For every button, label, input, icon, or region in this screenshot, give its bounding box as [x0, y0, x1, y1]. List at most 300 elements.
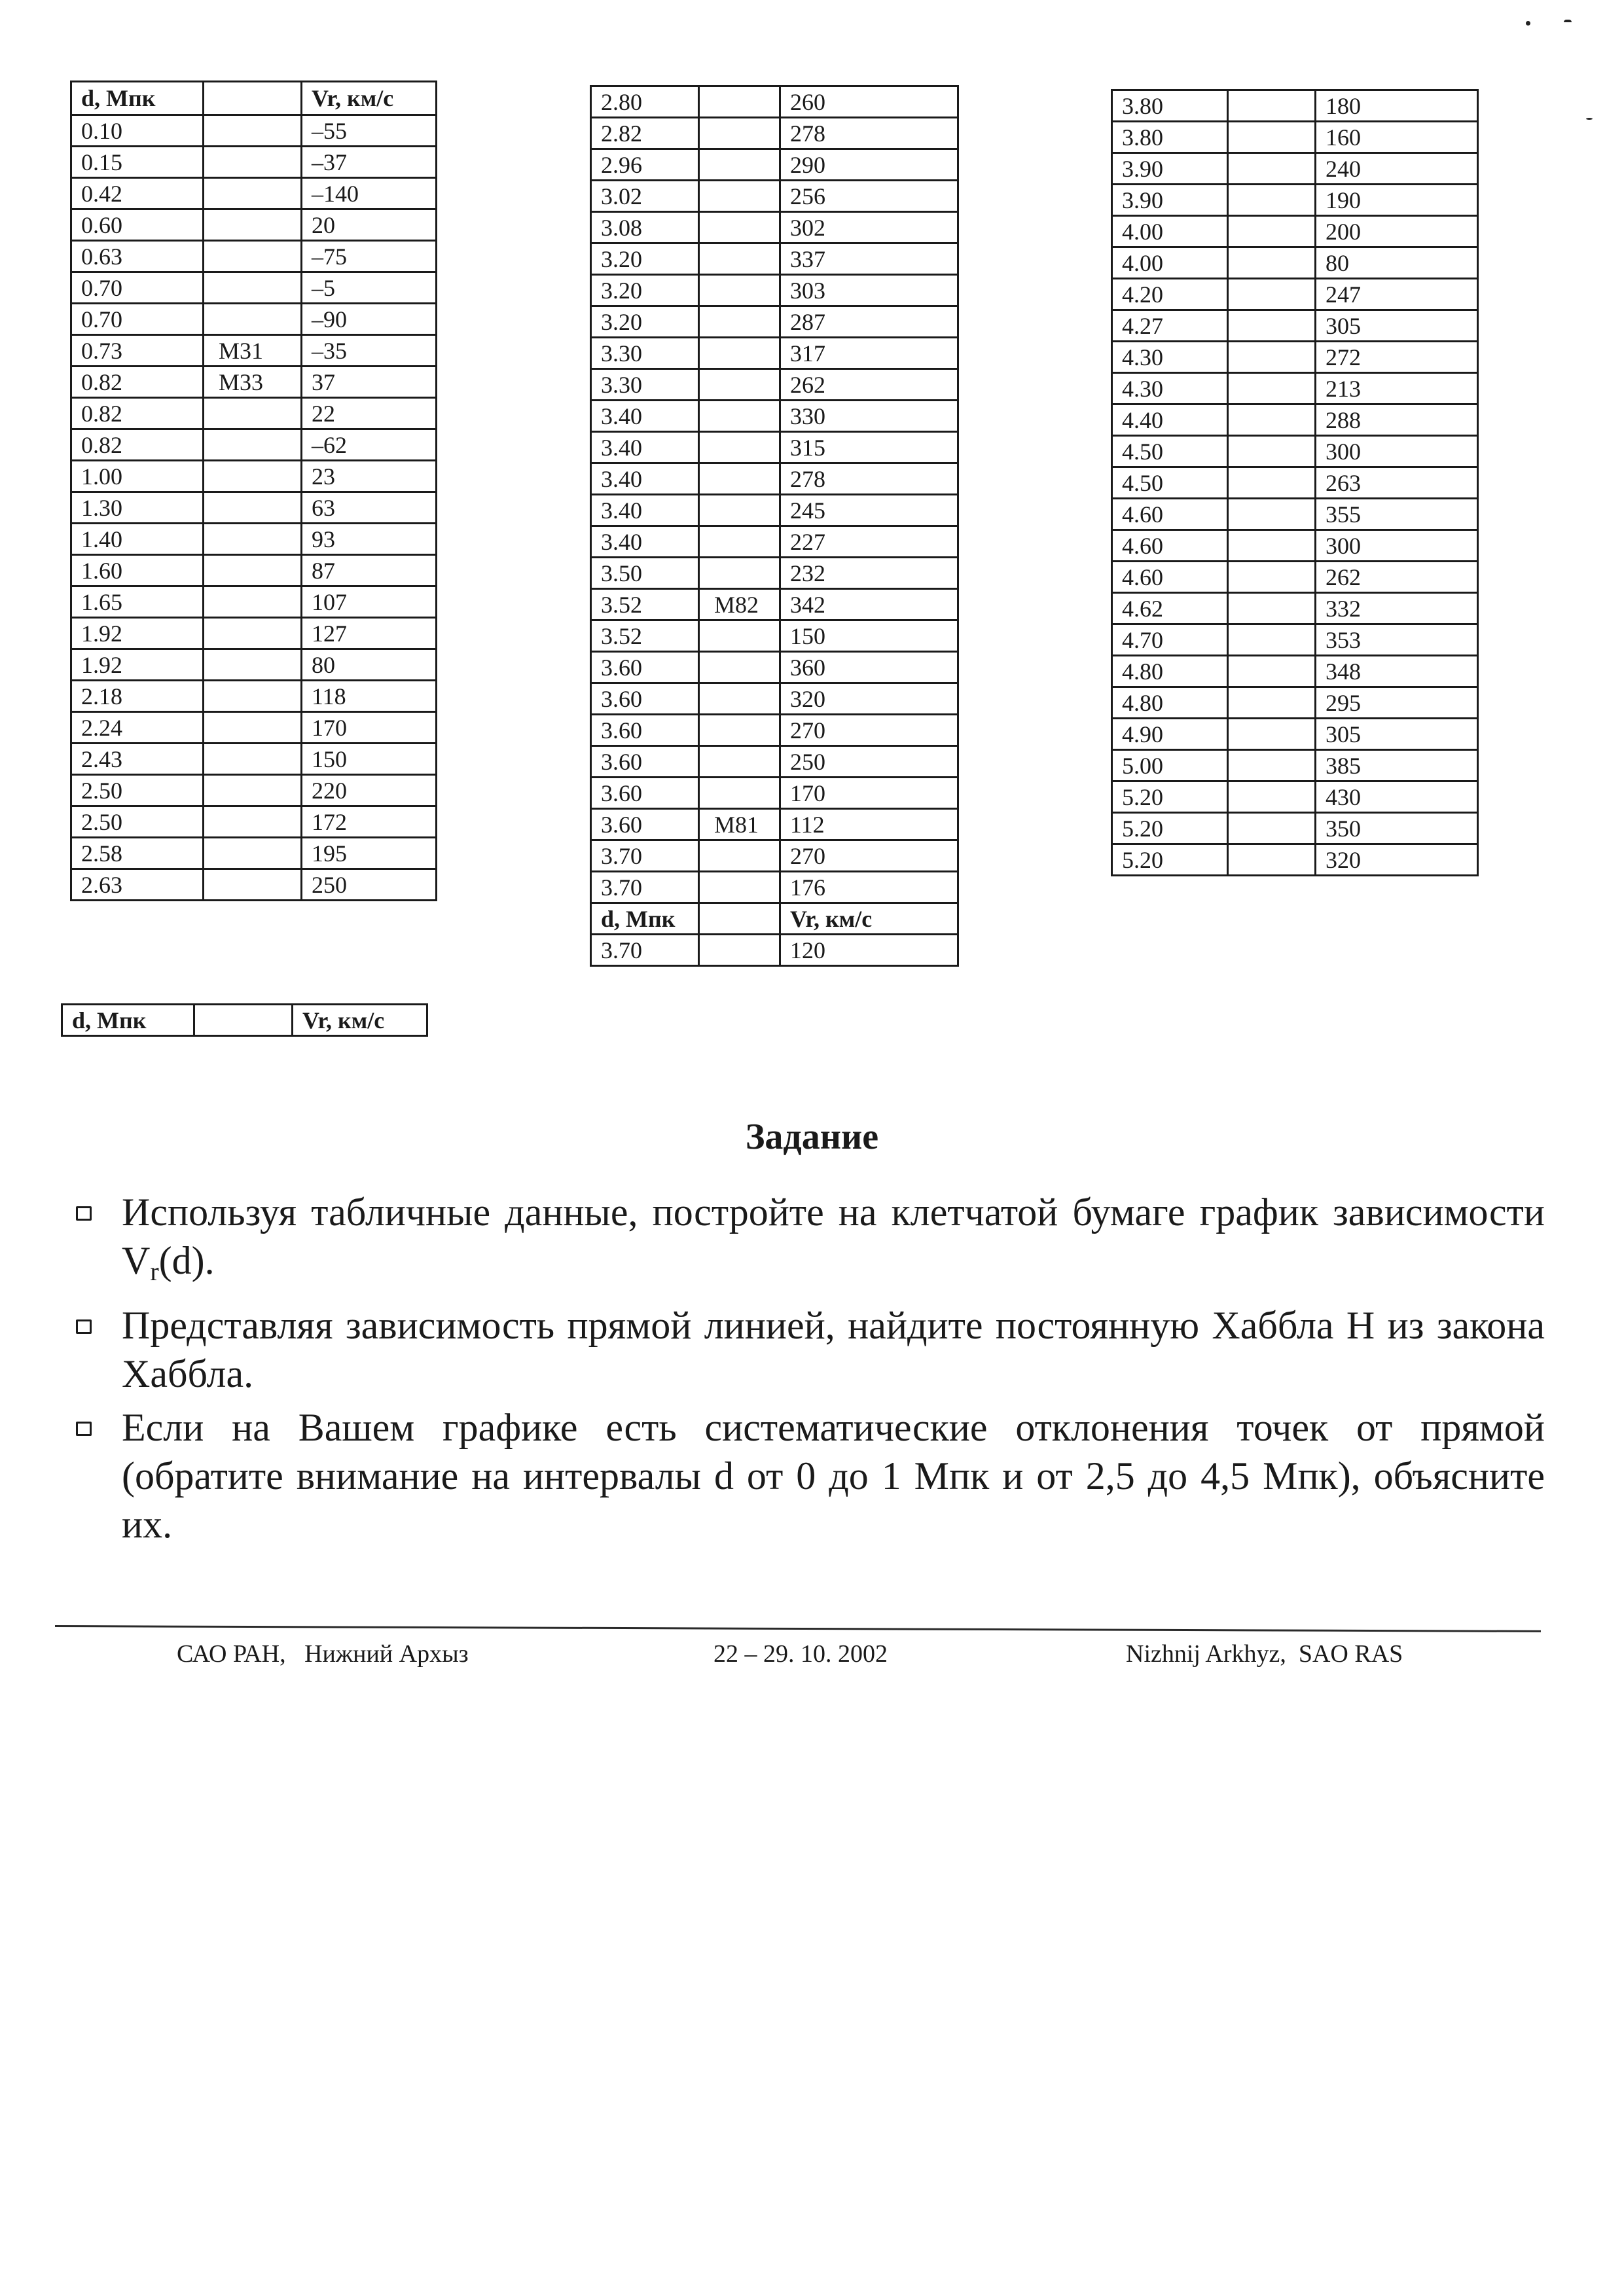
table-row [71, 744, 437, 775]
cell-velocity: 118 [302, 681, 437, 712]
cell-object-name [699, 212, 780, 243]
cell-velocity: Vr, км/с [780, 903, 958, 935]
cell-object-name [1228, 624, 1316, 656]
cell-object-name [699, 903, 780, 935]
cell-object-name: M82 [699, 589, 780, 620]
table-row [71, 367, 437, 398]
task-text: Если на Вашем графике есть систематические отклонения точек от прямой (обратите внимание на интервалы d от 0 до 1 Мпк и от 2,5 до 4,5 Мпк), объясните их. [122, 1406, 1545, 1546]
cell-distance: 3.60 [591, 652, 699, 683]
cell-distance: 1.30 [71, 492, 204, 524]
cell-object-name [1228, 185, 1316, 216]
table-row [591, 778, 958, 809]
cell-velocity: 256 [780, 181, 958, 212]
cell-distance: 3.40 [591, 401, 699, 432]
cell-object-name [1228, 279, 1316, 310]
cell-distance: 3.90 [1112, 153, 1228, 185]
cell-velocity: 107 [302, 586, 437, 618]
table-row [591, 401, 958, 432]
cell-distance: 5.20 [1112, 844, 1228, 876]
cell-distance: 3.50 [591, 558, 699, 589]
cell-velocity: 213 [1316, 373, 1478, 404]
cell-velocity: 150 [302, 744, 437, 775]
cell-object-name [204, 744, 302, 775]
table-row [71, 492, 437, 524]
table-row [1112, 467, 1478, 499]
table-row [1112, 813, 1478, 844]
table-row [1112, 373, 1478, 404]
cell-object-name [204, 178, 302, 209]
cell-object-name [699, 306, 780, 338]
cell-velocity: 80 [1316, 247, 1478, 279]
data-table-right [1111, 89, 1479, 876]
cell-velocity: 220 [302, 775, 437, 806]
table-row [1112, 436, 1478, 467]
cell-distance: 2.63 [71, 869, 204, 901]
cell-velocity: 80 [302, 649, 437, 681]
cell-distance: 1.92 [71, 618, 204, 649]
cell-velocity: 250 [302, 869, 437, 901]
cell-velocity: 23 [302, 461, 437, 492]
cell-distance: 2.43 [71, 744, 204, 775]
cell-distance: 3.60 [591, 746, 699, 778]
cell-object-name [204, 712, 302, 744]
table-row [591, 181, 958, 212]
header-object [194, 1005, 293, 1036]
cell-velocity: 262 [780, 369, 958, 401]
cell-object-name [1228, 499, 1316, 530]
cell-distance: 5.20 [1112, 813, 1228, 844]
cell-velocity: 176 [780, 872, 958, 903]
table-row [1112, 656, 1478, 687]
cell-distance: 4.00 [1112, 216, 1228, 247]
table-row [71, 681, 437, 712]
cell-velocity: 160 [1316, 122, 1478, 153]
table-row [591, 86, 958, 118]
cell-object-name [204, 492, 302, 524]
cell-velocity: 303 [780, 275, 958, 306]
table-row [1112, 530, 1478, 562]
cell-velocity: 355 [1316, 499, 1478, 530]
table-row [71, 209, 437, 241]
cell-distance: 3.90 [1112, 185, 1228, 216]
table-row [591, 149, 958, 181]
table-header-row [71, 82, 437, 115]
cell-velocity: 315 [780, 432, 958, 463]
table-row [1112, 750, 1478, 781]
cell-distance: d, Мпк [591, 903, 699, 935]
data-table-left-footer-header [61, 1003, 428, 1037]
cell-object-name [699, 872, 780, 903]
cell-object-name [699, 338, 780, 369]
table-row [591, 212, 958, 243]
cell-distance: 3.08 [591, 212, 699, 243]
cell-velocity: 232 [780, 558, 958, 589]
table-row [591, 935, 958, 966]
table-row [1112, 216, 1478, 247]
cell-object-name [1228, 216, 1316, 247]
cell-object-name [699, 432, 780, 463]
cell-velocity: 20 [302, 209, 437, 241]
table-row [591, 306, 958, 338]
cell-velocity: 320 [780, 683, 958, 715]
table-row [71, 398, 437, 429]
cell-object-name [204, 461, 302, 492]
cell-object-name [204, 398, 302, 429]
cell-distance: 1.65 [71, 586, 204, 618]
table-row [1112, 687, 1478, 719]
cell-distance: 4.80 [1112, 687, 1228, 719]
cell-object-name [204, 115, 302, 147]
cell-distance: 0.82 [71, 367, 204, 398]
cell-velocity: 260 [780, 86, 958, 118]
table-row [71, 241, 437, 272]
cell-distance: 1.00 [71, 461, 204, 492]
cell-velocity: 63 [302, 492, 437, 524]
cell-object-name [1228, 404, 1316, 436]
cell-distance: 4.40 [1112, 404, 1228, 436]
cell-velocity: 112 [780, 809, 958, 840]
table-row [71, 555, 437, 586]
cell-distance: 3.40 [591, 495, 699, 526]
cell-distance: 2.18 [71, 681, 204, 712]
cell-velocity: –55 [302, 115, 437, 147]
cell-distance: 3.60 [591, 683, 699, 715]
table-row [591, 338, 958, 369]
cell-object-name [204, 555, 302, 586]
cell-distance: 3.40 [591, 526, 699, 558]
table-row [71, 524, 437, 555]
cell-object-name [1228, 530, 1316, 562]
cell-object-name [1228, 373, 1316, 404]
footer-institution: САО РАН, Нижний Архыз [177, 1640, 469, 1668]
cell-distance: 4.50 [1112, 467, 1228, 499]
cell-distance: 4.00 [1112, 247, 1228, 279]
task-text-suffix: (d). [158, 1239, 215, 1282]
table-row [1112, 90, 1478, 122]
table-row [1112, 279, 1478, 310]
table-row [71, 618, 437, 649]
cell-distance: 4.30 [1112, 373, 1228, 404]
table-row [1112, 247, 1478, 279]
cell-distance: 4.60 [1112, 530, 1228, 562]
table-row [591, 840, 958, 872]
cell-object-name [204, 869, 302, 901]
cell-velocity: 353 [1316, 624, 1478, 656]
table-row [71, 178, 437, 209]
table-row [71, 272, 437, 304]
cell-velocity: 360 [780, 652, 958, 683]
cell-distance: 3.70 [591, 840, 699, 872]
cell-velocity: 172 [302, 806, 437, 838]
cell-distance: 4.80 [1112, 656, 1228, 687]
cell-distance: 4.50 [1112, 436, 1228, 467]
table-row [591, 275, 958, 306]
cell-distance: 0.70 [71, 304, 204, 335]
cell-object-name [1228, 562, 1316, 593]
table-row [591, 369, 958, 401]
cell-distance: 3.60 [591, 715, 699, 746]
cell-object-name [1228, 844, 1316, 876]
table-row [1112, 624, 1478, 656]
cell-distance: 2.50 [71, 806, 204, 838]
cell-distance: 3.60 [591, 809, 699, 840]
scan-speck [1564, 20, 1572, 22]
cell-object-name [204, 147, 302, 178]
cell-velocity: 317 [780, 338, 958, 369]
table-row [591, 683, 958, 715]
cell-velocity: –90 [302, 304, 437, 335]
cell-distance: 3.52 [591, 620, 699, 652]
cell-object-name [1228, 750, 1316, 781]
cell-velocity: 93 [302, 524, 437, 555]
table-body [1112, 90, 1478, 876]
cell-distance: 3.40 [591, 463, 699, 495]
cell-velocity: –37 [302, 147, 437, 178]
cell-velocity: 278 [780, 463, 958, 495]
cell-object-name [699, 620, 780, 652]
cell-object-name [1228, 310, 1316, 342]
cell-object-name [699, 935, 780, 966]
table-header-row [591, 903, 958, 935]
table-row [1112, 844, 1478, 876]
cell-object-name [699, 243, 780, 275]
cell-velocity: 430 [1316, 781, 1478, 813]
cell-distance: 2.58 [71, 838, 204, 869]
task-list [72, 1188, 1545, 1554]
table-row [71, 429, 437, 461]
cell-object-name [1228, 342, 1316, 373]
table-row [1112, 310, 1478, 342]
task-title: Задание [745, 1117, 879, 1157]
cell-velocity: 342 [780, 589, 958, 620]
cell-object-name [204, 524, 302, 555]
table-row [71, 649, 437, 681]
table-row [71, 712, 437, 744]
cell-distance: 0.60 [71, 209, 204, 241]
cell-object-name [204, 806, 302, 838]
cell-object-name [204, 775, 302, 806]
checkbox-square-icon [76, 1422, 92, 1436]
footer-dates: 22 – 29. 10. 2002 [713, 1640, 888, 1668]
cell-velocity: 120 [780, 935, 958, 966]
cell-velocity: 37 [302, 367, 437, 398]
cell-velocity: 320 [1316, 844, 1478, 876]
table-row [71, 838, 437, 869]
cell-distance: 1.40 [71, 524, 204, 555]
cell-distance: 3.52 [591, 589, 699, 620]
cell-distance: 1.60 [71, 555, 204, 586]
cell-distance: 2.50 [71, 775, 204, 806]
cell-distance: 4.30 [1112, 342, 1228, 373]
cell-object-name: M81 [699, 809, 780, 840]
cell-velocity: 262 [1316, 562, 1478, 593]
cell-object-name [699, 149, 780, 181]
scan-speck [1526, 21, 1530, 26]
cell-distance: 5.00 [1112, 750, 1228, 781]
cell-velocity: 22 [302, 398, 437, 429]
cell-object-name: M33 [204, 367, 302, 398]
cell-object-name [204, 838, 302, 869]
task-item [72, 1403, 1545, 1549]
cell-object-name [699, 778, 780, 809]
cell-distance: 0.42 [71, 178, 204, 209]
cell-velocity: 87 [302, 555, 437, 586]
cell-distance: 2.80 [591, 86, 699, 118]
footer-institution-en: Nizhnij Arkhyz, SAO RAS [1126, 1640, 1403, 1668]
cell-distance: 3.80 [1112, 90, 1228, 122]
table-row [591, 872, 958, 903]
cell-object-name [204, 681, 302, 712]
table-row [71, 335, 437, 367]
cell-distance: 3.02 [591, 181, 699, 212]
cell-distance: 2.82 [591, 118, 699, 149]
cell-object-name [699, 840, 780, 872]
table-row [591, 118, 958, 149]
table-header-row [62, 1005, 427, 1036]
cell-distance: 4.20 [1112, 279, 1228, 310]
scan-speck [1586, 118, 1593, 120]
cell-distance: 3.60 [591, 778, 699, 809]
cell-velocity: 250 [780, 746, 958, 778]
checkbox-square-icon [76, 1319, 92, 1334]
cell-velocity: –62 [302, 429, 437, 461]
table-row [1112, 342, 1478, 373]
cell-object-name [699, 683, 780, 715]
header-velocity: Vr, км/с [293, 1005, 427, 1036]
cell-object-name [204, 304, 302, 335]
cell-velocity: 247 [1316, 279, 1478, 310]
table-row [1112, 593, 1478, 624]
cell-object-name [699, 558, 780, 589]
cell-velocity: 332 [1316, 593, 1478, 624]
cell-object-name [699, 526, 780, 558]
cell-velocity: 295 [1316, 687, 1478, 719]
table-row [591, 463, 958, 495]
footer-divider [55, 1625, 1541, 1632]
cell-object-name [204, 649, 302, 681]
cell-distance: 0.15 [71, 147, 204, 178]
table-row [591, 243, 958, 275]
cell-velocity: 190 [1316, 185, 1478, 216]
table-row [71, 775, 437, 806]
cell-object-name [699, 86, 780, 118]
cell-distance: 3.30 [591, 338, 699, 369]
cell-distance: 3.70 [591, 872, 699, 903]
table-row [591, 432, 958, 463]
cell-object-name [1228, 719, 1316, 750]
cell-object-name [699, 181, 780, 212]
table-row [71, 461, 437, 492]
table-row [71, 869, 437, 901]
table-row [591, 809, 958, 840]
header-distance: d, Мпк [71, 82, 204, 115]
checkbox-square-icon [76, 1206, 92, 1221]
cell-object-name [1228, 122, 1316, 153]
cell-velocity: 300 [1316, 436, 1478, 467]
table-body [591, 86, 958, 966]
cell-object-name [1228, 656, 1316, 687]
cell-velocity: 270 [780, 715, 958, 746]
task-text: Используя табличные данные, постройте на клетчатой бумаге график зависимости V [122, 1191, 1545, 1282]
cell-velocity: 272 [1316, 342, 1478, 373]
table-row [591, 526, 958, 558]
cell-velocity: 150 [780, 620, 958, 652]
cell-distance: 2.24 [71, 712, 204, 744]
cell-velocity: 263 [1316, 467, 1478, 499]
table-row [1112, 562, 1478, 593]
data-table-middle [590, 85, 959, 967]
cell-velocity: 127 [302, 618, 437, 649]
cell-object-name [699, 495, 780, 526]
cell-object-name [1228, 687, 1316, 719]
cell-distance: 3.80 [1112, 122, 1228, 153]
cell-velocity: 288 [1316, 404, 1478, 436]
cell-distance: 0.73 [71, 335, 204, 367]
table-row [591, 715, 958, 746]
cell-object-name [699, 275, 780, 306]
cell-distance: 0.82 [71, 398, 204, 429]
cell-velocity: 227 [780, 526, 958, 558]
cell-velocity: –5 [302, 272, 437, 304]
cell-object-name [204, 209, 302, 241]
cell-velocity: 245 [780, 495, 958, 526]
cell-distance: 4.60 [1112, 499, 1228, 530]
cell-distance: 4.27 [1112, 310, 1228, 342]
cell-velocity: –35 [302, 335, 437, 367]
header-distance: d, Мпк [62, 1005, 194, 1036]
cell-velocity: 195 [302, 838, 437, 869]
cell-object-name [1228, 467, 1316, 499]
cell-velocity: 348 [1316, 656, 1478, 687]
cell-object-name [204, 272, 302, 304]
cell-distance: 2.96 [591, 149, 699, 181]
cell-object-name [1228, 593, 1316, 624]
table-row [591, 652, 958, 683]
cell-velocity: 170 [302, 712, 437, 744]
cell-velocity: 170 [780, 778, 958, 809]
header-object [204, 82, 302, 115]
cell-distance: 3.20 [591, 243, 699, 275]
cell-velocity: 385 [1316, 750, 1478, 781]
task-item [72, 1188, 1545, 1296]
cell-object-name [699, 401, 780, 432]
table-row [71, 115, 437, 147]
task-item [72, 1301, 1545, 1398]
cell-object-name [1228, 90, 1316, 122]
cell-distance: 3.70 [591, 935, 699, 966]
cell-velocity: 240 [1316, 153, 1478, 185]
cell-object-name [204, 586, 302, 618]
table-body [71, 82, 437, 901]
cell-object-name [1228, 247, 1316, 279]
cell-velocity: 300 [1316, 530, 1478, 562]
subscript: r [150, 1257, 159, 1286]
cell-velocity: –75 [302, 241, 437, 272]
table-row [591, 620, 958, 652]
cell-distance: 5.20 [1112, 781, 1228, 813]
cell-object-name [699, 369, 780, 401]
cell-velocity: 350 [1316, 813, 1478, 844]
data-table-left [70, 81, 437, 901]
cell-distance: 0.63 [71, 241, 204, 272]
table-row [71, 147, 437, 178]
cell-distance: 4.70 [1112, 624, 1228, 656]
cell-velocity: 200 [1316, 216, 1478, 247]
cell-distance: 3.20 [591, 275, 699, 306]
cell-object-name: M31 [204, 335, 302, 367]
table-row [1112, 404, 1478, 436]
table-row [591, 746, 958, 778]
